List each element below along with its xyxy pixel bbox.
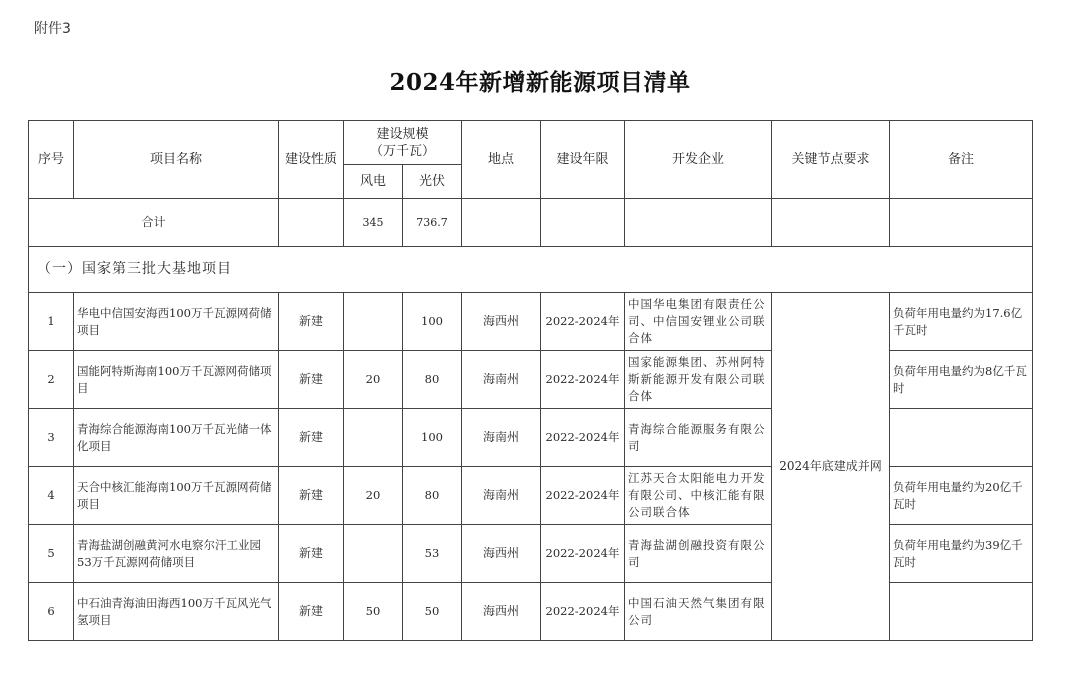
row-location: 海西州 [462,525,541,583]
header-nature: 建设性质 [279,121,344,199]
row-solar: 80 [403,351,462,409]
row-seq: 1 [29,293,74,351]
row-period: 2022-2024年 [541,525,625,583]
header-wind: 风电 [344,165,403,199]
header-scale-label: 建设规模 [376,126,429,142]
row-wind: 20 [344,351,403,409]
row-wind [344,409,403,467]
header-period: 建设年限 [541,121,625,199]
row-name: 天合中核汇能海南100万千瓦源网荷储项目 [74,467,279,525]
row-period: 2022-2024年 [541,351,625,409]
row-seq: 4 [29,467,74,525]
row-developer: 青海综合能源服务有限公司 [625,409,772,467]
row-nature: 新建 [279,525,344,583]
row-seq: 3 [29,409,74,467]
total-solar: 736.7 [403,199,462,247]
row-solar: 80 [403,467,462,525]
row-wind [344,293,403,351]
row-period: 2022-2024年 [541,583,625,641]
row-nature: 新建 [279,583,344,641]
row-name: 中石油青海油田海西100万千瓦风光气氢项目 [74,583,279,641]
document-title: 2024年新增新能源项目清单 [389,69,691,96]
table-row [29,293,1033,351]
section-row [29,247,1033,293]
row-wind: 50 [344,583,403,641]
row-location: 海南州 [462,467,541,525]
row-remark: 负荷年用电量约为39亿千瓦时 [890,525,1033,583]
header-milestone: 关键节点要求 [772,121,890,199]
row-location: 海南州 [462,409,541,467]
milestone-merged: 2024年底建成并网 [772,293,890,641]
header-scale-unit: （万千瓦） [369,143,435,159]
header-seq: 序号 [29,121,74,199]
row-wind: 20 [344,467,403,525]
row-remark: 负荷年用电量约为20亿千瓦时 [890,467,1033,525]
row-remark: 负荷年用电量约为8亿千瓦时 [890,351,1033,409]
row-developer: 青海盐湖创融投资有限公司 [625,525,772,583]
total-row [29,199,1033,247]
section-title: （一）国家第三批大基地项目 [29,247,1033,293]
row-nature: 新建 [279,293,344,351]
attachment-label: 附件3 [34,21,71,37]
row-name: 青海综合能源海南100万千瓦光储一体化项目 [74,409,279,467]
row-location: 海西州 [462,293,541,351]
header-remark: 备注 [890,121,1033,199]
row-period: 2022-2024年 [541,467,625,525]
header-scale [344,121,462,165]
row-name: 国能阿特斯海南100万千瓦源网荷储项目 [74,351,279,409]
row-seq: 6 [29,583,74,641]
row-seq: 5 [29,525,74,583]
row-period: 2022-2024年 [541,409,625,467]
row-nature: 新建 [279,467,344,525]
row-name: 青海盐湖创融黄河水电察尔汗工业园53万千瓦源网荷储项目 [74,525,279,583]
row-developer: 中国石油天然气集团有限公司 [625,583,772,641]
row-developer: 中国华电集团有限责任公司、中信国安锂业公司联合体 [625,293,772,351]
row-period: 2022-2024年 [541,293,625,351]
row-nature: 新建 [279,351,344,409]
header-solar: 光伏 [403,165,462,199]
row-solar: 100 [403,293,462,351]
row-nature: 新建 [279,409,344,467]
row-developer: 江苏天合太阳能电力开发有限公司、中核汇能有限公司联合体 [625,467,772,525]
row-remark: 负荷年用电量约为17.6亿千瓦时 [890,293,1033,351]
row-solar: 100 [403,409,462,467]
total-label: 合计 [29,199,279,247]
header-name: 项目名称 [74,121,279,199]
row-name: 华电中信国安海西100万千瓦源网荷储项目 [74,293,279,351]
project-table [28,120,1033,641]
row-remark [890,583,1033,641]
row-wind [344,525,403,583]
row-location: 海西州 [462,583,541,641]
row-developer: 国家能源集团、苏州阿特斯新能源开发有限公司联合体 [625,351,772,409]
row-solar: 50 [403,583,462,641]
total-wind: 345 [344,199,403,247]
row-location: 海南州 [462,351,541,409]
row-remark [890,409,1033,467]
header-location: 地点 [462,121,541,199]
row-seq: 2 [29,351,74,409]
header-developer: 开发企业 [625,121,772,199]
row-solar: 53 [403,525,462,583]
